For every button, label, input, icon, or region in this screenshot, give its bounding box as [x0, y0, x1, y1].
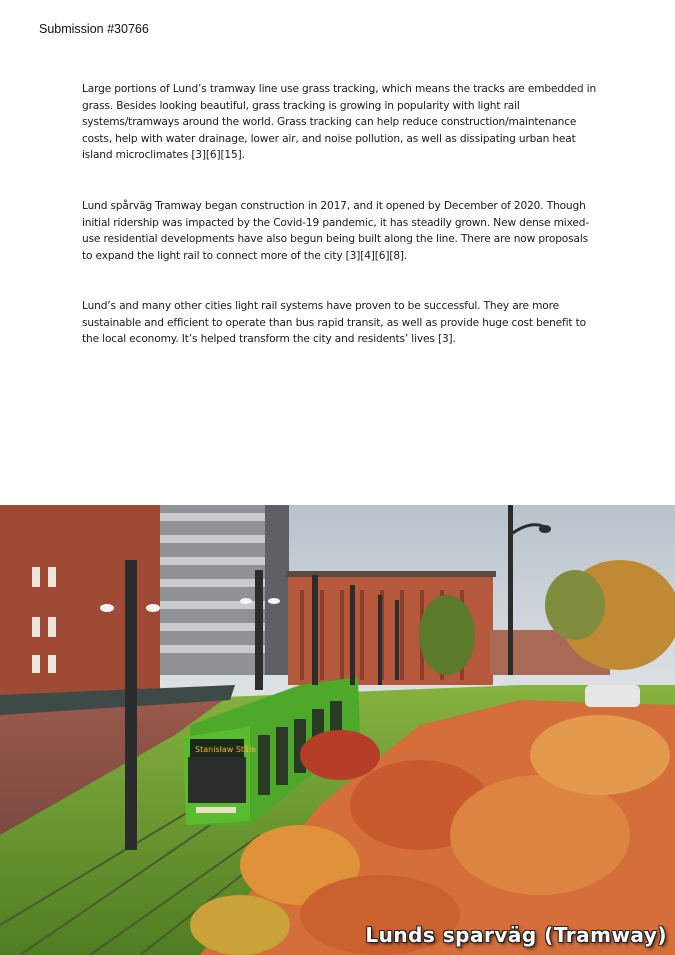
- tree-center: [419, 595, 475, 675]
- tram-photo: [0, 505, 675, 955]
- photo-caption: Lunds sparväg (Tramway): [365, 923, 667, 947]
- paragraph-construction-history: Lund spårväg Tramway began construction in 2017, and it opened by December of 2020. Though initial ridership was impacted by the Covid-19 pandemic, it has steadily grown. New dense mixed-use residential developments have also begun being built along the line. There are now proposals to expand the light rail to connect more of the city [3][4][6][8].: [82, 200, 590, 262]
- submission-label: Submission #30766: [39, 22, 149, 36]
- paragraph-light-rail-success: Lund’s and many other cities light rail systems have proven to be successful. They are more sustainable and efficient to operate than bus rapid transit, as well as provide huge cost benefit to the local economy. It’s helped transform the city and residents’ lives [3].: [82, 300, 586, 346]
- tram-destination-sign: Stanisław Ståle: [195, 745, 257, 754]
- paragraph-grass-tracking: Large portions of Lund’s tramway line use grass tracking, which means the tracks are embedded in grass. Besides looking beautiful, grass tracking is growing in popularity with light rail systems/tramways around the world. Grass tracking can help reduce construction/maintenance costs, help with water drainage, lower air, and noise pollution, as well as dissipating urban heat island microclimates [3][6][15].: [82, 83, 597, 162]
- parked-car: [585, 685, 640, 707]
